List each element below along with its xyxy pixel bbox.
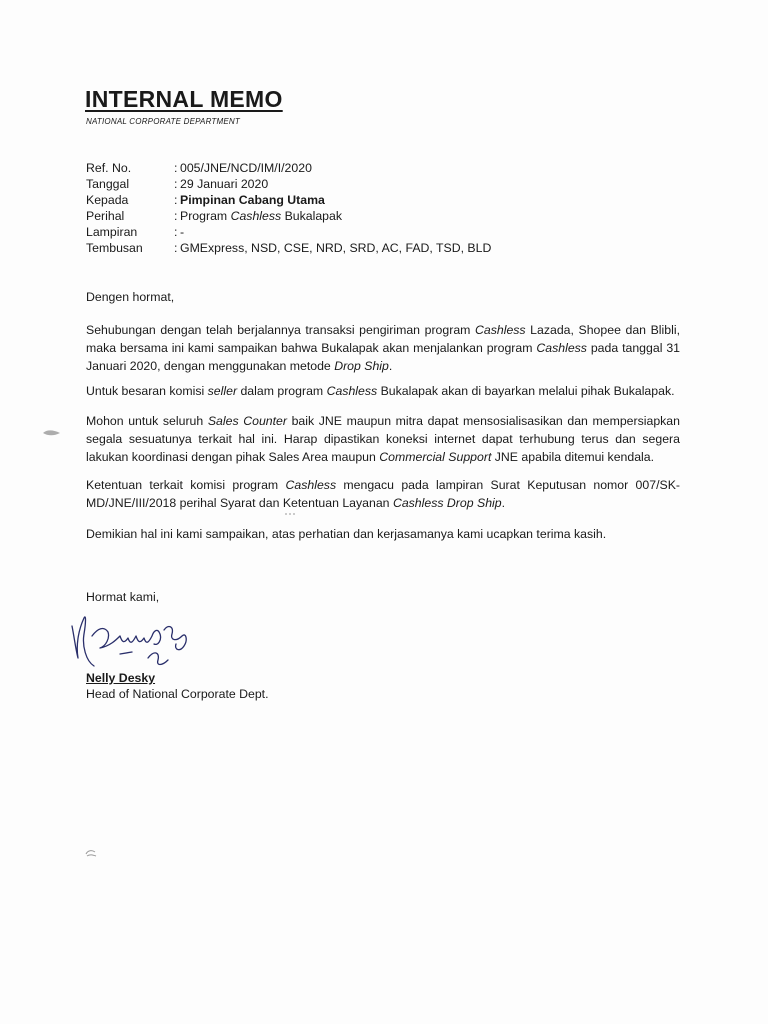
handwritten-signature bbox=[64, 606, 204, 676]
meta-colon: : bbox=[174, 193, 178, 207]
text-run: Untuk besaran komisi bbox=[86, 384, 208, 398]
meta-label: Kepada bbox=[86, 193, 129, 207]
meta-value: Bukalapak bbox=[281, 209, 342, 223]
text-run: MD/JNE/III/2018 perihal Syarat dan Ketentuan Layanan bbox=[86, 496, 393, 510]
text-run: Bukalapak akan di bayarkan melalui pihak Bukalapak. bbox=[377, 384, 675, 398]
text-run: . bbox=[501, 496, 506, 510]
text-run: lakukan koordinasi dengan pihak Sales Area maupun bbox=[86, 450, 380, 464]
text-run-italic: Cashless bbox=[475, 323, 526, 337]
closing-paragraph: Demikian hal ini kami sampaikan, atas perhatian dan kerjasamanya kami ucapkan terima kasih. bbox=[86, 527, 607, 541]
text-run-italic: Drop Ship bbox=[334, 359, 389, 373]
signer-name: Nelly Desky bbox=[86, 671, 156, 685]
sign-off: Hormat kami, bbox=[86, 590, 160, 604]
meta-row-cc bbox=[86, 240, 491, 256]
scan-smudge bbox=[84, 848, 98, 858]
text-run: pada tanggal 31 bbox=[586, 341, 680, 355]
text-run-italic: Commercial Support bbox=[379, 450, 492, 464]
text-run: mengacu pada lampiran Surat Keputusan nomor 007/SK- bbox=[336, 478, 680, 492]
meta-label: Perihal bbox=[86, 209, 125, 223]
paragraph-1 bbox=[86, 321, 680, 375]
meta-label: Ref. No. bbox=[86, 161, 132, 175]
paragraph-4 bbox=[86, 476, 680, 512]
text-run-italic: Cashless bbox=[326, 384, 378, 398]
scan-smudge bbox=[42, 428, 62, 438]
text-run: Sehubungan dengan telah berjalannya transaksi pengiriman program bbox=[86, 323, 475, 337]
meta-row-to bbox=[86, 192, 491, 208]
memo-header-fields bbox=[86, 160, 491, 256]
text-run: Mohon untuk seluruh bbox=[86, 414, 208, 428]
meta-value-italic: Cashless bbox=[230, 209, 282, 223]
text-line: segala sesuatunya terkait hal ini. Harap dipastikan koneksi internet dapat terhubung terus dan segera bbox=[86, 432, 680, 446]
text-line bbox=[86, 357, 680, 375]
text-run-italic: Cashless bbox=[536, 341, 587, 355]
paragraph-2 bbox=[86, 382, 680, 400]
meta-row-attachment bbox=[86, 224, 491, 240]
text-run: Januari 2020, dengan menggunakan metode bbox=[86, 359, 335, 373]
text-line bbox=[86, 382, 680, 400]
paragraph-3 bbox=[86, 412, 680, 466]
text-run-italic: Cashless bbox=[285, 478, 337, 492]
meta-value: 29 Januari 2020 bbox=[180, 177, 269, 191]
greeting: Dengen hormat, bbox=[86, 290, 175, 304]
text-line bbox=[86, 321, 680, 339]
signer-title: Head of National Corporate Dept. bbox=[86, 687, 269, 701]
meta-colon: : bbox=[174, 177, 178, 191]
text-line bbox=[86, 448, 680, 466]
meta-label: Tembusan bbox=[86, 241, 143, 255]
text-run-italic: seller bbox=[207, 384, 238, 398]
memo-title: INTERNAL MEMO bbox=[85, 86, 283, 112]
text-line bbox=[86, 339, 680, 357]
meta-colon: : bbox=[174, 209, 178, 223]
meta-value: Pimpinan Cabang Utama bbox=[180, 193, 325, 207]
text-run: dalam program bbox=[237, 384, 327, 398]
text-run: Ketentuan terkait komisi program bbox=[86, 478, 286, 492]
meta-value: - bbox=[180, 225, 185, 239]
scan-smudge bbox=[284, 512, 296, 516]
meta-row-subject bbox=[86, 208, 491, 224]
meta-value: GMExpress, NSD, CSE, NRD, SRD, AC, FAD, TSD, BLD bbox=[180, 241, 492, 255]
meta-label: Tanggal bbox=[86, 177, 130, 191]
text-run: Lazada, Shopee dan Blibli, bbox=[525, 323, 680, 337]
text-line bbox=[86, 494, 680, 512]
memo-department: NATIONAL CORPORATE DEPARTMENT bbox=[86, 117, 240, 126]
meta-colon: : bbox=[174, 225, 178, 239]
text-run: baik JNE maupun mitra dapat mensosialisasikan dan mempersiapkan bbox=[286, 414, 680, 428]
meta-row-date bbox=[86, 176, 491, 192]
text-run-italic: Cashless Drop Ship bbox=[392, 496, 502, 510]
text-line bbox=[86, 476, 680, 494]
meta-row-ref bbox=[86, 160, 491, 176]
meta-value: 005/JNE/NCD/IM/I/2020 bbox=[180, 161, 312, 175]
text-run: JNE apabila ditemui kendala. bbox=[491, 450, 655, 464]
text-run-italic: Sales Counter bbox=[207, 414, 287, 428]
text-run: maka bersama ini kami sampaikan bahwa Bukalapak akan menjalankan program bbox=[86, 341, 537, 355]
text-line bbox=[86, 412, 680, 430]
meta-label: Lampiran bbox=[86, 225, 138, 239]
meta-colon: : bbox=[174, 161, 178, 175]
meta-colon: : bbox=[174, 241, 178, 255]
text-run: . bbox=[388, 359, 393, 373]
meta-value: Program bbox=[180, 209, 231, 223]
